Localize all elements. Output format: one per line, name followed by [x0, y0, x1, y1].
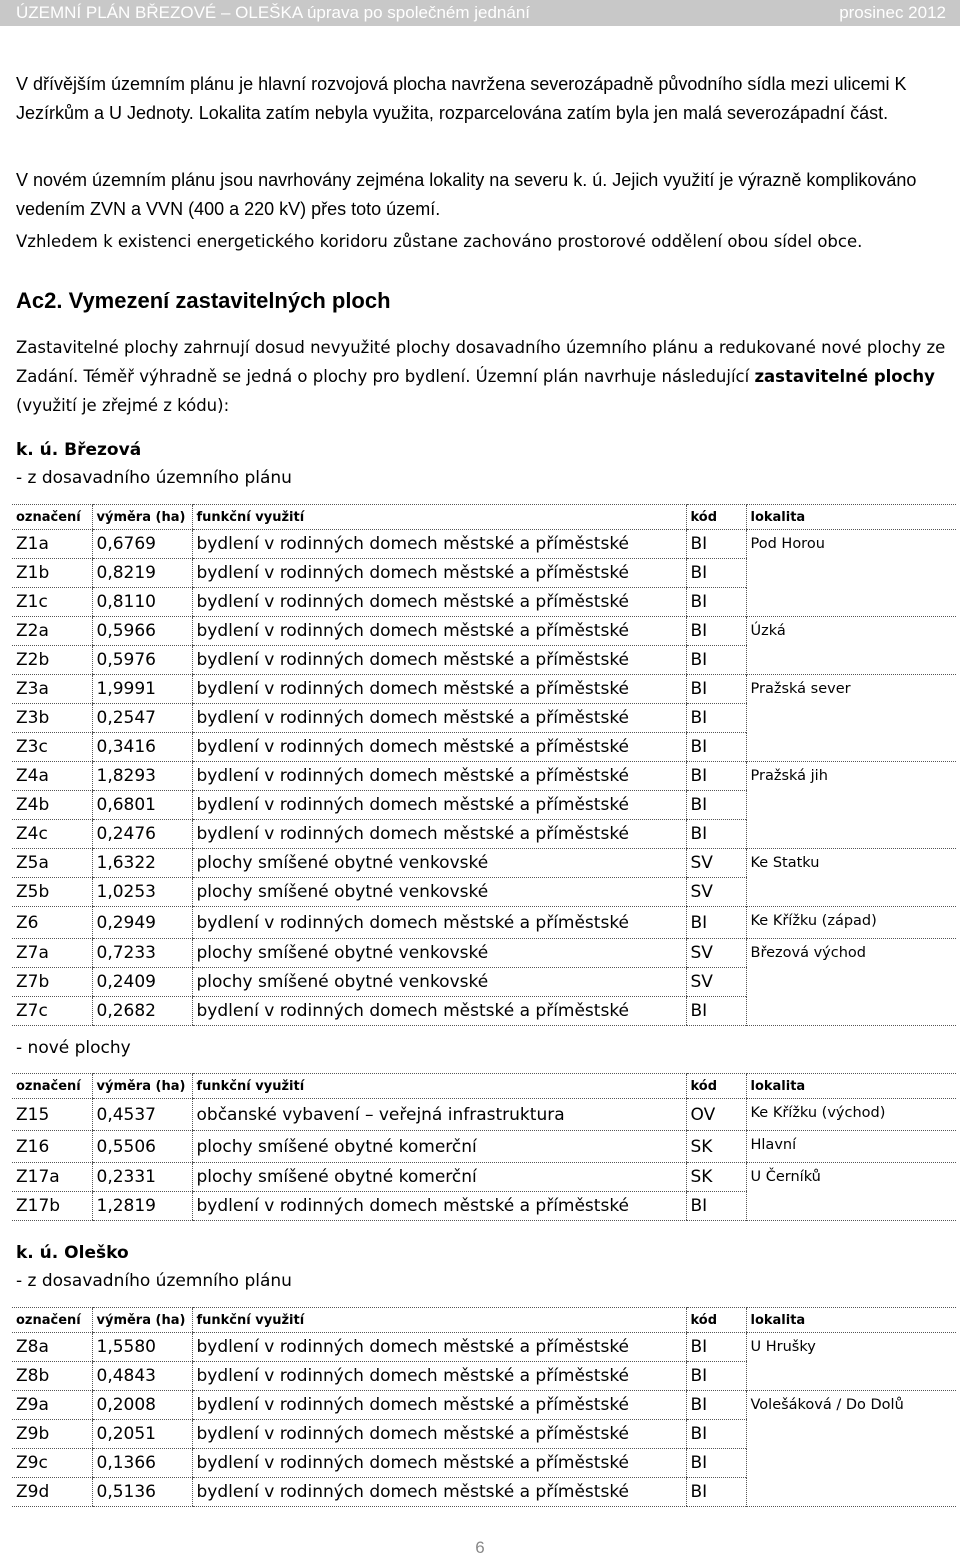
cell-vyuziti: bydlení v rodinných domech městské a příměstské [192, 733, 686, 762]
cell-kod: BI [686, 907, 746, 939]
cell-oznaceni: Z3c [12, 733, 92, 762]
cell-oznaceni: Z6 [12, 907, 92, 939]
cell-vymera: 0,4843 [92, 1362, 192, 1391]
intro-paragraph-2: V novém územním plánu jsou navrhovány zejména lokality na severu k. ú. Jejich využití je výrazně komplikováno vedením ZVN a VVN (400 a 220 kV) přes toto území. [16, 170, 917, 219]
column-header-lokalita: lokalita [746, 505, 956, 530]
cell-vymera: 0,1366 [92, 1449, 192, 1478]
table-header-row [12, 1074, 956, 1099]
cell-kod: BI [686, 1420, 746, 1449]
cell-vymera: 1,5580 [92, 1333, 192, 1362]
table-row [12, 1099, 956, 1131]
cell-oznaceni: Z4a [12, 762, 92, 791]
section-paragraph-bold: zastavitelné plochy [754, 367, 935, 386]
cell-kod: BI [686, 704, 746, 733]
cell-vymera: 0,5506 [92, 1131, 192, 1163]
cell-vyuziti: bydlení v rodinných domech městské a příměstské [192, 617, 686, 646]
cell-vyuziti: bydlení v rodinných domech městské a příměstské [192, 1362, 686, 1391]
cell-kod: BI [686, 617, 746, 646]
cell-oznaceni: Z4b [12, 791, 92, 820]
column-header-vyuziti: funkční využití [192, 1308, 686, 1333]
cell-vyuziti: plochy smíšené obytné venkovské [192, 849, 686, 878]
cell-vyuziti: bydlení v rodinných domech městské a příměstské [192, 559, 686, 588]
cell-lokalita: Volešáková / Do Dolů [746, 1391, 956, 1507]
cell-vymera: 0,5966 [92, 617, 192, 646]
cell-vyuziti: bydlení v rodinných domech městské a příměstské [192, 646, 686, 675]
page-number: 6 [475, 1538, 485, 1557]
cell-oznaceni: Z5a [12, 849, 92, 878]
table-row [12, 907, 956, 939]
cell-kod: BI [686, 530, 746, 559]
cell-oznaceni: Z4c [12, 820, 92, 849]
olesko-title: k. ú. Oleško [16, 1243, 129, 1263]
brezova-old-table [12, 504, 956, 1026]
cell-oznaceni: Z5b [12, 878, 92, 907]
cell-vyuziti: bydlení v rodinných domech městské a příměstské [192, 675, 686, 704]
cell-vyuziti: bydlení v rodinných domech městské a příměstské [192, 530, 686, 559]
cell-vymera: 0,2051 [92, 1420, 192, 1449]
cell-oznaceni: Z7c [12, 997, 92, 1026]
cell-oznaceni: Z8a [12, 1333, 92, 1362]
column-header-lokalita: lokalita [746, 1074, 956, 1099]
column-header-vymera: výměra (ha) [92, 505, 192, 530]
cell-oznaceni: Z17a [12, 1163, 92, 1192]
table-row [12, 1333, 956, 1362]
cell-kod: BI [686, 820, 746, 849]
table-row [12, 1163, 956, 1192]
column-header-kod: kód [686, 505, 746, 530]
cell-lokalita: Pod Horou [746, 530, 956, 617]
cell-kod: BI [686, 1192, 746, 1221]
cell-oznaceni: Z3a [12, 675, 92, 704]
cell-lokalita: Úzká [746, 617, 956, 675]
cell-vyuziti: plochy smíšené obytné venkovské [192, 939, 686, 968]
cell-vymera: 0,8219 [92, 559, 192, 588]
cell-vyuziti: bydlení v rodinných domech městské a příměstské [192, 1478, 686, 1507]
cell-vyuziti: bydlení v rodinných domech městské a příměstské [192, 997, 686, 1026]
cell-oznaceni: Z9a [12, 1391, 92, 1420]
cell-lokalita: Pražská sever [746, 675, 956, 762]
cell-vymera: 0,6801 [92, 791, 192, 820]
cell-oznaceni: Z2b [12, 646, 92, 675]
intro-paragraph-1: V dřívějším územním plánu je hlavní rozvojová plocha navržena severozápadně původního sídla mezi ulicemi K Jezírkům a U Jednoty. Lokalita zatím nebyla využita, rozparcelována zatím byla jen malá severozápadní část. [16, 74, 907, 123]
cell-oznaceni: Z1a [12, 530, 92, 559]
cell-lokalita: Březová východ [746, 939, 956, 1026]
cell-vymera: 0,2949 [92, 907, 192, 939]
cell-vymera: 0,2008 [92, 1391, 192, 1420]
cell-kod: BI [686, 1449, 746, 1478]
cell-oznaceni: Z7a [12, 939, 92, 968]
column-header-oznaceni: označení [12, 1308, 92, 1333]
table-header-row [12, 505, 956, 530]
cell-oznaceni: Z7b [12, 968, 92, 997]
cell-kod: BI [686, 733, 746, 762]
cell-lokalita: U Hrušky [746, 1333, 956, 1391]
cell-kod: SV [686, 968, 746, 997]
cell-vymera: 0,2682 [92, 997, 192, 1026]
brezova-subtitle-old: - z dosavadního územního plánu [16, 468, 292, 488]
cell-kod: OV [686, 1099, 746, 1131]
cell-vyuziti: bydlení v rodinných domech městské a příměstské [192, 1420, 686, 1449]
cell-vyuziti: bydlení v rodinných domech městské a příměstské [192, 907, 686, 939]
cell-oznaceni: Z1c [12, 588, 92, 617]
cell-kod: SV [686, 878, 746, 907]
cell-oznaceni: Z15 [12, 1099, 92, 1131]
cell-oznaceni: Z9b [12, 1420, 92, 1449]
cell-vyuziti: bydlení v rodinných domech městské a příměstské [192, 820, 686, 849]
cell-lokalita: Hlavní [746, 1131, 956, 1163]
cell-vymera: 0,6769 [92, 530, 192, 559]
table-row [12, 762, 956, 791]
cell-vymera: 0,4537 [92, 1099, 192, 1131]
cell-vymera: 0,5136 [92, 1478, 192, 1507]
cell-vymera: 0,5976 [92, 646, 192, 675]
brezova-title: k. ú. Březová [16, 440, 142, 460]
table-row [12, 1391, 956, 1420]
intro-paragraph-3: Vzhledem k existenci energetického koridoru zůstane zachováno prostorové oddělení obou sídel obce. [16, 232, 863, 251]
cell-kod: BI [686, 791, 746, 820]
cell-kod: SV [686, 849, 746, 878]
cell-oznaceni: Z16 [12, 1131, 92, 1163]
cell-vymera: 1,6322 [92, 849, 192, 878]
cell-vyuziti: bydlení v rodinných domech městské a příměstské [192, 1391, 686, 1420]
olesko-subtitle-old: - z dosavadního územního plánu [16, 1271, 292, 1291]
cell-vyuziti: bydlení v rodinných domech městské a příměstské [192, 1192, 686, 1221]
cell-vymera: 1,9991 [92, 675, 192, 704]
cell-vymera: 0,7233 [92, 939, 192, 968]
header-title: ÚZEMNÍ PLÁN BŘEZOVÉ – OLEŠKA úprava po společném jednání [16, 3, 531, 22]
cell-kod: BI [686, 1362, 746, 1391]
cell-kod: SK [686, 1131, 746, 1163]
section-paragraph-text: Zastavitelné plochy zahrnují dosud nevyužité plochy dosavadního územního plánu a redukované nové plochy ze Zadání. Téměř výhradně se jedná o plochy pro bydlení. Územní plán navrhuje následující [16, 338, 946, 386]
cell-vyuziti: plochy smíšené obytné venkovské [192, 878, 686, 907]
table-row [12, 1131, 956, 1163]
cell-oznaceni: Z1b [12, 559, 92, 588]
cell-oznaceni: Z8b [12, 1362, 92, 1391]
brezova-new-table [12, 1073, 956, 1221]
cell-lokalita: Pražská jih [746, 762, 956, 849]
cell-vymera: 1,2819 [92, 1192, 192, 1221]
cell-vyuziti: plochy smíšené obytné komerční [192, 1163, 686, 1192]
cell-oznaceni: Z2a [12, 617, 92, 646]
cell-lokalita: Ke Statku [746, 849, 956, 907]
table-row [12, 675, 956, 704]
cell-oznaceni: Z17b [12, 1192, 92, 1221]
page-header [0, 0, 960, 26]
cell-vymera: 0,8110 [92, 588, 192, 617]
cell-kod: BI [686, 1333, 746, 1362]
column-header-oznaceni: označení [12, 1074, 92, 1099]
cell-kod: BI [686, 646, 746, 675]
cell-oznaceni: Z9d [12, 1478, 92, 1507]
cell-kod: BI [686, 559, 746, 588]
section-heading: Ac2. Vymezení zastavitelných ploch [16, 288, 391, 313]
cell-kod: SV [686, 939, 746, 968]
cell-vyuziti: plochy smíšené obytné venkovské [192, 968, 686, 997]
column-header-lokalita: lokalita [746, 1308, 956, 1333]
column-header-kod: kód [686, 1074, 746, 1099]
cell-kod: BI [686, 1391, 746, 1420]
cell-lokalita: Ke Křížku (západ) [746, 907, 956, 939]
table-header-row [12, 1308, 956, 1333]
cell-vymera: 0,3416 [92, 733, 192, 762]
cell-vyuziti: bydlení v rodinných domech městské a příměstské [192, 1449, 686, 1478]
cell-vyuziti: bydlení v rodinných domech městské a příměstské [192, 762, 686, 791]
cell-vyuziti: bydlení v rodinných domech městské a příměstské [192, 791, 686, 820]
header-date: prosinec 2012 [839, 3, 946, 22]
column-header-vymera: výměra (ha) [92, 1308, 192, 1333]
cell-vymera: 0,2409 [92, 968, 192, 997]
cell-vyuziti: plochy smíšené obytné komerční [192, 1131, 686, 1163]
cell-vymera: 0,2476 [92, 820, 192, 849]
table-row [12, 849, 956, 878]
column-header-oznaceni: označení [12, 505, 92, 530]
column-header-vyuziti: funkční využití [192, 505, 686, 530]
section-paragraph [16, 333, 956, 420]
cell-kod: SK [686, 1163, 746, 1192]
cell-vymera: 0,2331 [92, 1163, 192, 1192]
cell-vymera: 1,0253 [92, 878, 192, 907]
cell-vyuziti: bydlení v rodinných domech městské a příměstské [192, 704, 686, 733]
section-paragraph-end: (využití je zřejmé z kódu): [16, 396, 230, 415]
table-row [12, 617, 956, 646]
column-header-vyuziti: funkční využití [192, 1074, 686, 1099]
cell-kod: BI [686, 762, 746, 791]
column-header-vymera: výměra (ha) [92, 1074, 192, 1099]
cell-kod: BI [686, 588, 746, 617]
cell-vymera: 0,2547 [92, 704, 192, 733]
cell-oznaceni: Z9c [12, 1449, 92, 1478]
olesko-table [12, 1307, 956, 1507]
cell-kod: BI [686, 675, 746, 704]
cell-vyuziti: občanské vybavení – veřejná infrastruktura [192, 1099, 686, 1131]
column-header-kod: kód [686, 1308, 746, 1333]
cell-oznaceni: Z3b [12, 704, 92, 733]
table-row [12, 939, 956, 968]
cell-vymera: 1,8293 [92, 762, 192, 791]
cell-lokalita: U Černíků [746, 1163, 956, 1221]
cell-lokalita: Ke Křížku (východ) [746, 1099, 956, 1131]
cell-vyuziti: bydlení v rodinných domech městské a příměstské [192, 588, 686, 617]
cell-kod: BI [686, 1478, 746, 1507]
brezova-subtitle-new: - nové plochy [16, 1038, 131, 1058]
table-row [12, 530, 956, 559]
cell-vyuziti: bydlení v rodinných domech městské a příměstské [192, 1333, 686, 1362]
cell-kod: BI [686, 997, 746, 1026]
